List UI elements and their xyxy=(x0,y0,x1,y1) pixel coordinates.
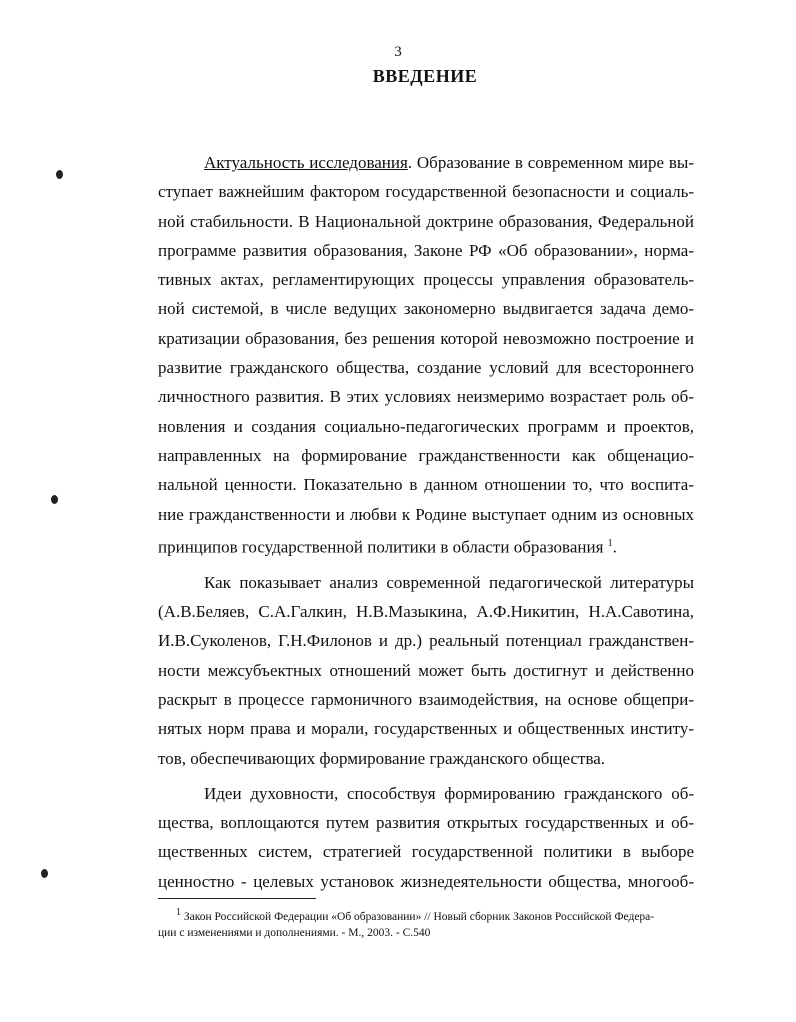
paragraph-line: ние гражданственности и любви к Родине выступает одним из основных xyxy=(158,504,694,524)
footnote-line: 1 Закон Российской Федерации «Об образовании» // Новый сборник Законов Российской Федера- xyxy=(176,907,655,923)
paragraph-line: развитие гражданского общества, создание условий для всестороннего xyxy=(158,358,694,378)
body-text xyxy=(158,148,694,902)
paragraph-line: программе развития образования, Законе РФ «Об образовании», норма- xyxy=(158,240,694,260)
paragraph-line: направленных на формирование гражданственности как общенацио- xyxy=(158,445,694,465)
binder-hole-mark xyxy=(41,869,48,878)
page-number: 3 xyxy=(394,44,402,60)
paragraph-line: нятых норм права и морали, государственных и общественных институ- xyxy=(158,719,694,739)
paragraph-line: новления и создания социально-педагогических программ и проектов, xyxy=(158,416,694,436)
footnote-divider xyxy=(158,898,316,899)
paragraph-line: личностного развития. В этих условиях неизмеримо возрастает роль об- xyxy=(158,387,694,407)
paragraph-line: Актуальность исследования. Образование в современном мире вы- xyxy=(204,153,694,172)
paragraph-1 xyxy=(158,148,694,562)
paragraph-line: нальной ценности. Показательно в данном отношении то, что воспита- xyxy=(158,475,694,495)
paragraph-line: раскрыт в процессе гармоничного взаимодействия, на основе общепри- xyxy=(158,690,694,709)
paragraph-line: ной стабильности. В Национальной доктрине образования, Федеральной xyxy=(158,211,694,231)
paragraph-2 xyxy=(158,568,694,773)
footnote-line: ции с изменениями и дополнениями. - М., 2003. - С.540 xyxy=(158,926,431,939)
paragraph-line: кратизации образования, без решения которой невозможно построение и xyxy=(158,328,694,348)
paragraph-line: щества, воплощаются путем развития открытых государственных и об- xyxy=(158,813,694,833)
paragraph-line: ности межсубъектных отношений может быть достигнут и действенно xyxy=(158,660,694,680)
paragraph-line: ступает важнейшим фактором государственной безопасности и социаль- xyxy=(158,182,694,202)
binder-hole-mark xyxy=(51,495,58,504)
paragraph-line: (А.В.Беляев, С.А.Галкин, Н.В.Мазыкина, А.Ф.Никитин, Н.А.Савотина, xyxy=(158,602,694,622)
paragraph-3 xyxy=(158,779,694,896)
paragraph-line: тов, обеспечивающих формирование гражданского общества. xyxy=(158,748,606,768)
paragraph-line: ценностно - целевых установок жизнедеятельности общества, многооб- xyxy=(158,871,694,891)
section-lead: Актуальность исследования xyxy=(204,153,408,172)
paragraph-line: Идеи духовности, способствуя формированию гражданского об- xyxy=(204,783,694,803)
footnote-marker: 1 xyxy=(176,907,181,918)
footnote xyxy=(158,905,698,941)
page-title: ВВЕДЕНИЕ xyxy=(372,66,478,86)
binder-hole-mark xyxy=(56,170,63,179)
footnote-reference[interactable]: 1 xyxy=(607,537,613,549)
paragraph-line: ной системой, в числе ведущих закономерно выдвигается задача демо- xyxy=(158,299,694,319)
paragraph-line: Как показывает анализ современной педагогической литературы xyxy=(204,572,694,592)
paragraph-line: тивных актах, регламентирующих процессы управления образователь- xyxy=(158,270,694,290)
paragraph-line: принципов государственной политики в области образования $^1$. xyxy=(158,537,617,557)
paragraph-line: щественных систем, стратегией государственной политики в выборе xyxy=(158,842,694,862)
paragraph-line: И.В.Суколенов, Г.Н.Филонов и др.) реальный потенциал гражданствен- xyxy=(158,631,694,651)
